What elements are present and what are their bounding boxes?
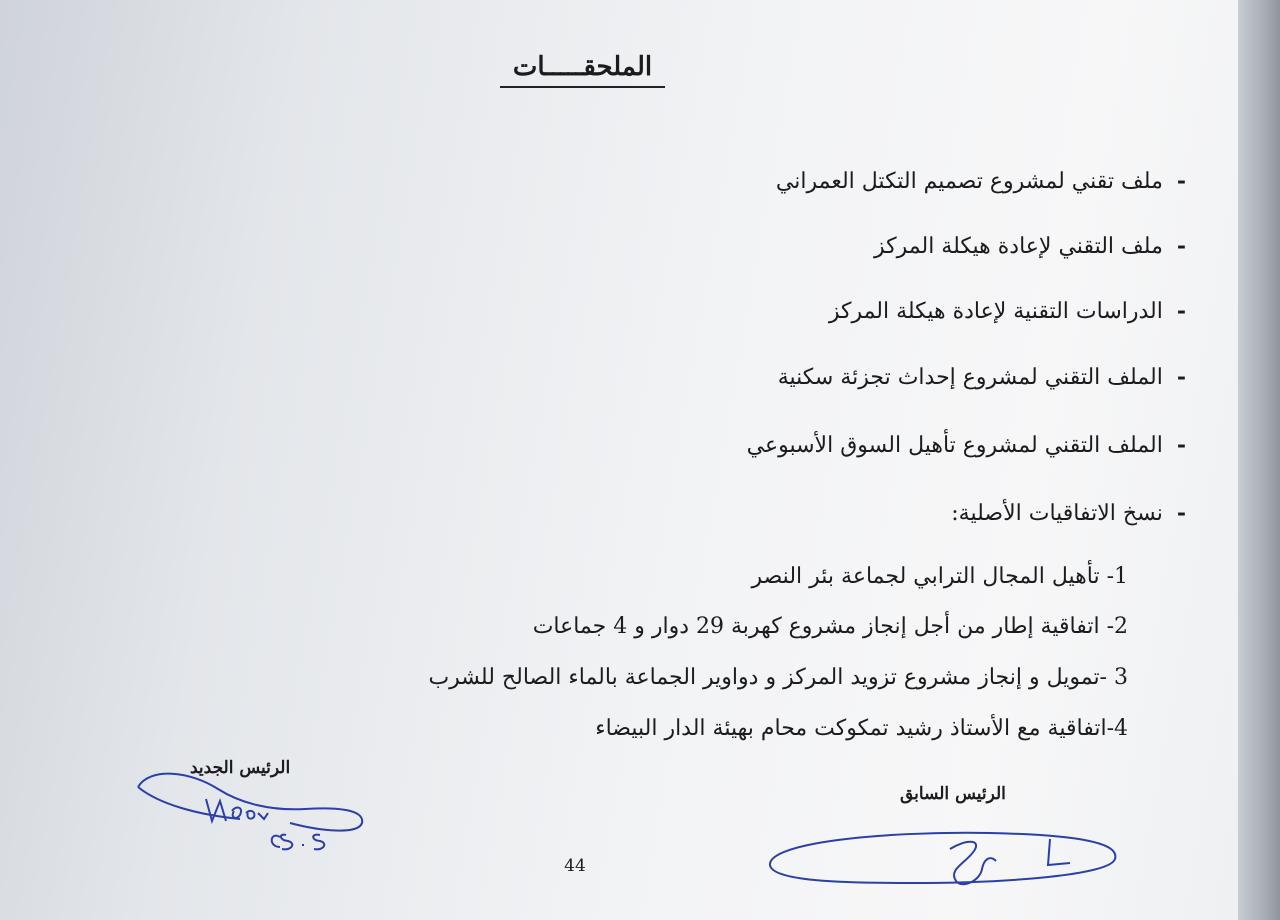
- bullet-marker: -: [1176, 168, 1186, 194]
- bullet-marker: -: [1176, 432, 1186, 458]
- agreement-item: 3 -تمويل و إنجاز مشروع تزويد المركز و دواوير الجماعة بالماء الصالح للشرب: [428, 665, 1128, 690]
- former-president-signature: [760, 825, 1130, 905]
- annex-item: -الملف التقني لمشروع إحداث تجزئة سكنية: [777, 364, 1186, 390]
- page-edge-shadow: [1238, 0, 1280, 920]
- bullet-marker: -: [1176, 298, 1186, 324]
- bullet-marker: -: [1176, 364, 1186, 390]
- page-number: 44: [564, 856, 586, 876]
- new-president-signature: [130, 765, 380, 865]
- new-president-label: الرئيس الجديد: [190, 758, 291, 778]
- annex-item: -ملف تقني لمشروع تصميم التكتل العمراني: [775, 168, 1186, 194]
- agreement-item: 4-اتفاقية مع الأستاذ رشيد تمكوكت محام بهيئة الدار البيضاء: [595, 716, 1128, 741]
- annex-item: -الملف التقني لمشروع تأهيل السوق الأسبوعي: [746, 432, 1186, 458]
- annex-item: -الدراسات التقنية لإعادة هيكلة المركز: [828, 298, 1186, 324]
- former-president-label: الرئيس السابق: [900, 784, 1006, 804]
- page-title: الملحقـــــات: [500, 52, 665, 88]
- bullet-marker: -: [1176, 500, 1186, 526]
- annex-item: -نسخ الاتفاقيات الأصلية:: [951, 500, 1186, 526]
- agreement-item: 1- تأهيل المجال الترابي لجماعة بئر النصر: [751, 564, 1128, 589]
- annex-item: -ملف التقني لإعادة هيكلة المركز: [874, 233, 1186, 259]
- agreement-item: 2- اتفاقية إطار من أجل إنجاز مشروع كهربة 29 دوار و 4 جماعات: [532, 614, 1128, 639]
- bullet-marker: -: [1176, 233, 1186, 259]
